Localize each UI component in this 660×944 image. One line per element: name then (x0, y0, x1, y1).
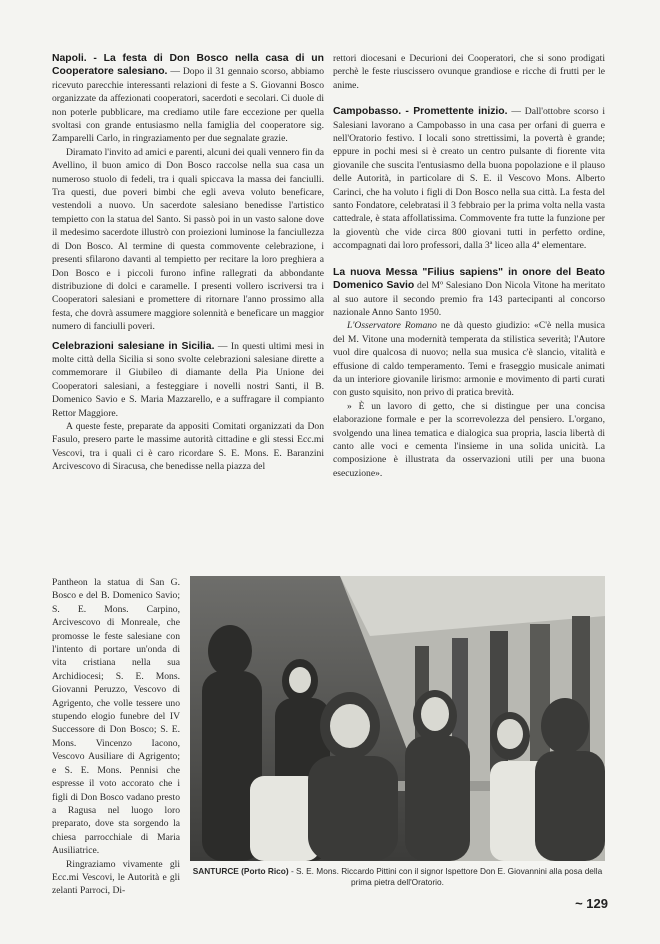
right-column (333, 52, 605, 480)
napoli-article (52, 52, 324, 146)
sicilia-article (52, 340, 324, 420)
napoli-paragraph-1: — Dopo il 31 gennaio scorso, abbiamo ricevuto parecchie interessanti relazioni di feste a S. Giovanni Bosco organizzate da affezionati cooperatori, sacerdoti e secolari. Ci duole di non poterle pubblicare, ma crediamo utile fare eccezione per quella svoltasi con grande entusiasmo nella famiglia del cooperatore sig. Zamparelli Carlo, in ringraziamento per due segnalate grazie. (52, 66, 324, 145)
sicilia-heading: Celebrazioni salesiane in Sicilia. (52, 340, 215, 352)
campobasso-heading: Campobasso. - Promettente inizio. (333, 106, 508, 118)
napoli-heading: Napoli. - La festa di Don Bosco nella casa di un Cooperatore salesiano. (52, 53, 324, 78)
messa-paragraph-3: » È un lavoro di getto, che si distingue per una concisa elaborazione formale e per la scorrevolezza del pensiero. L'organo, svolgendo una linea tematica e dialogica sua propria, lascia libertà di canto alle voci e cementa l'insieme in una solida unicità. La composizione è illustrata da osservazioni utili per una buona esecuzione». (333, 400, 605, 479)
photo-image (190, 576, 605, 861)
sicilia-paragraph-3: Pantheon la statua di San G. Bosco e del B. Domenico Savio; S. E. Mons. Carpino, Arcivescovo di Monreale, che promosse le feste salesiane con l'intento di portare un'onda di vita cristiana nella sua Archidiocesi; S. E. Mons. Giovanni Peruzzo, Vescovo di Agrigento, che volle tessere uno stupendo elogio funebre del IV Successore di Don Bosco; S. E. Mons. Vincenzo Iacono, Vescovo Ausiliare di Agrigento; e S. E. Mons. Pennisi che espresse il voto accorato che i figli di Don Bosco vadano presto a Ragusa nel luogo loro preparato, dove sta sorgendo la chiesa parrocchiale di Maria Ausiliatrice. (52, 577, 180, 857)
narrow-column (52, 576, 180, 898)
sicilia-paragraph-2: A queste feste, preparate da appositi Comitati organizzati da Don Fasulo, presero parte le massime autorità cittadine e gli stessi Ecc.mi Vescovi, tra i quali ci è caro ricordare S. E. Mons. E. Baranzini Arcivescovo di Siracusa, che benedisse nella piazza del (52, 420, 324, 473)
osservatore-title: L'Osservatore Romano (347, 320, 437, 332)
messa-paragraph-1: del Mº Salesiano Don Nicola Vitone ha meritato al suo autore il secondo premio fra 143 partecipanti al concorso nazionale Anno Santo 1950. (333, 280, 606, 318)
sicilia-paragraph-1: — In questi ultimi mesi in molte città della Sicilia si sono svolte celebrazioni salesiane dirette a commemorare il Giubileo di diamante della Pia Unione dei Cooperatori salesiani, a festeggiare i novelli nostri Santi, il B. Domenico Savio e S. Maria Mazzarello, e a suffragare il compianto Rettor Maggiore. (52, 340, 324, 419)
messa-paragraph-2 (333, 319, 605, 399)
messa-paragraph-2-text: ne dà questo giudizio: «C'è nella musica del M. Vitone una modernità temperata da stilistica severità; l'Autore vuol dire qualcosa di nuovo; nella sua musica c'è slancio, vitalità e effusione di caldo temperamento. Temi e fraseggio musicale animati da un interiore giovanile lirismo: armonie e movimento di parti curati con gusto squisito, non privo di pratica brevità. (333, 320, 605, 399)
messa-article (333, 266, 605, 320)
caption-place: SANTURCE (Porto Rico) (192, 866, 289, 876)
campobasso-paragraph: — Dall'ottobre scorso i Salesiani lavorano a Campobasso in una casa per orfani di guerra e nell'Oratorio festivo. I locali sono strettissimi, la povertà è grande; eppure in pochi mesi si è creato un centro pulsante di fiorente vita giovanile che suscita l'entusiasmo della buona popolazione e il plauso delle Autorità, in particolare di S. E. il Vescovo Mons. Alberto Carinci, che ha voluto i figli di Don Bosco nella sua città. La festa del santo Fondatore, celebratasi il 3 febbraio per la prima volta nella vasta cattedrale, è stata affollatissima. Commovente fra tutte la funzione per la gioventù che vide circa 800 giovani tutti in perfetto ordine, accompagnati dai loro professori, dalla 3ª liceo alla 4ª elementare. (333, 106, 605, 252)
sicilia-paragraph-4: Ringraziamo vivamente gli Ecc.mi Vescovi, le Autorità e gli zelanti Parroci, Di- (52, 858, 180, 897)
messa-heading: La nuova Messa "Filius sapiens" in onore del Beato Domenico Savio (333, 266, 605, 292)
napoli-paragraph-2: Diramato l'invito ad amici e parenti, alcuni dei quali vennero fin da Avellino, il buon amico di Don Bosco raccolse nella sua casa un numeroso stuolo di fedeli, tra i quali spiccava la massa dei fanciulli. Tra questi, due poveri bimbi che egli aveva voluto beneficare, vestendoli a nuovo. Un sacerdote salesiano benedisse l'artistico tempietto con la statua del Santo. Si passò poi in un vasto salone dove il medesimo sacerdote illustrò con proiezioni luminose la fanciullezza di Don Bosco. Al termine di questa commovente celebrazione, i presenti sfilarono davanti al tempietto per recitare la loro preghiera a Don Bosco e i piccoli furono infine rallegrati da abbondante distribuzione di dolci e caramelle. I presenti vollero iscriversi tra i Cooperatori salesiani e promettere di ritornare l'anno prossimo alla festa, che dovrà assumere maggiore solennità e beneficare un maggior numero di fanciulli poveri. (52, 146, 325, 333)
photo-caption (190, 866, 605, 888)
campobasso-article (333, 105, 605, 252)
santurce-photo (190, 576, 605, 861)
caption-text: - S. E. Mons. Riccardo Pittini con il signor Ispettore Don E. Giovannini alla posa della prima pietra dell'Oratorio. (290, 866, 603, 887)
sicilia-continuation: rettori diocesani e Decurioni dei Cooperatori, che si sono prodigati perchè le feste riuscissero ovunque grandiose e ricche di frutti per le anime. (333, 53, 605, 91)
left-column (52, 52, 324, 474)
page-number: ~ 129 (575, 896, 608, 911)
